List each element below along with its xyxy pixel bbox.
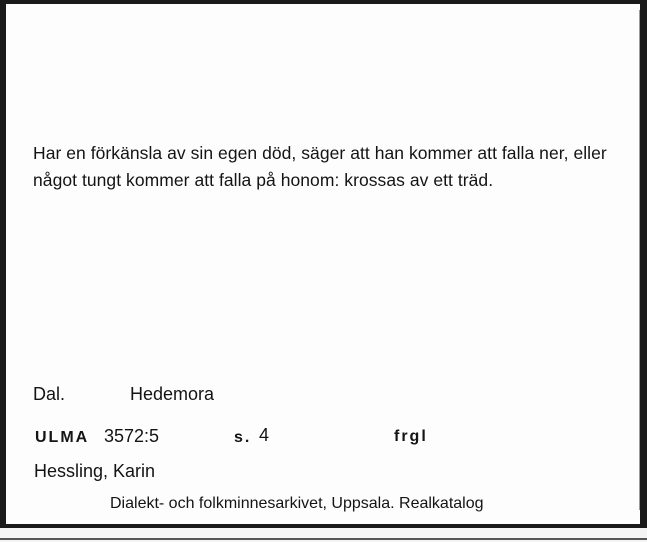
province-label: Dal. xyxy=(33,384,66,404)
card-bottom-thin-line xyxy=(0,538,647,540)
page-label: s. xyxy=(234,429,252,446)
card-border-right xyxy=(640,0,647,542)
archive-code: ULMA xyxy=(35,429,90,446)
informant-name: Hessling, Karin xyxy=(34,461,156,481)
category-code: frgl xyxy=(394,428,428,445)
card-border-top xyxy=(0,0,647,4)
record-number: 3572:5 xyxy=(104,426,160,446)
card-border-right-inner xyxy=(639,10,640,510)
place-name: Hedemora xyxy=(130,384,215,404)
card-footer: Dialekt- och folkminnesarkivet, Uppsala. Realkatalog xyxy=(110,495,484,512)
card-description: Har en förkänsla av sin egen död, säger att han kommer att falla ner, eller något tungt kommer att falla på honom: krossas av ett träd. xyxy=(33,143,607,190)
card-border-left xyxy=(0,0,6,542)
page-number: 4 xyxy=(259,425,270,445)
